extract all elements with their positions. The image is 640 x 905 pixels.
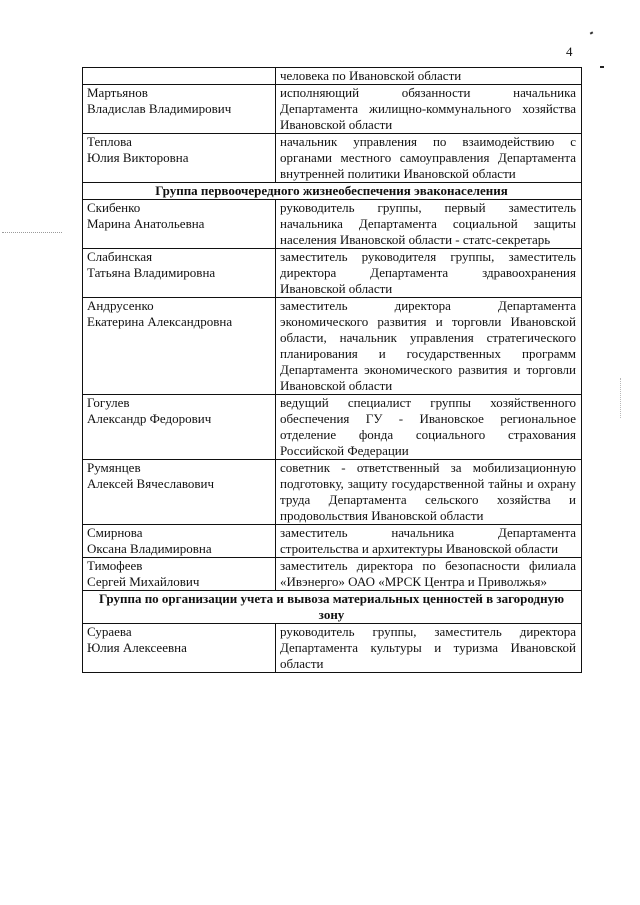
position-cell: заместитель директора по безопасности филиала «Ивэнерго» ОАО «МРСК Центра и Приволжья»	[276, 558, 582, 591]
scan-mark	[600, 66, 604, 68]
section-title: Группа первоочередного жизнеобеспечения эваконаселения	[83, 183, 582, 200]
given-names: Сергей Михайлович	[87, 574, 200, 589]
given-names: Оксана Владимировна	[87, 541, 212, 556]
given-names: Юлия Алексеевна	[87, 640, 187, 655]
given-names: Юлия Викторовна	[87, 150, 189, 165]
person-name-cell	[83, 200, 276, 249]
position-cell: начальник управления по взаимодействию с органами местного самоуправления Департамента внутренней политики Ивановской области	[276, 134, 582, 183]
surname: Гогулев	[87, 395, 130, 410]
table-row	[83, 395, 582, 460]
surname: Мартьянов	[87, 85, 148, 100]
table-row	[83, 68, 582, 85]
position-cell: заместитель начальника Департамента строительства и архитектуры Ивановской области	[276, 525, 582, 558]
table-row	[83, 298, 582, 395]
position-cell: советник - ответственный за мобилизационную подготовку, защиту государственной тайны и охрану труда Департамента сельского хозяйства и продовольствия Ивановской области	[276, 460, 582, 525]
surname: Румянцев	[87, 460, 141, 475]
table-row	[83, 624, 582, 673]
surname: Слабинская	[87, 249, 153, 264]
table-row	[83, 85, 582, 134]
section-header-row	[83, 591, 582, 624]
person-name-cell	[83, 460, 276, 525]
given-names: Владислав Владимирович	[87, 101, 232, 116]
scan-artifact	[2, 232, 62, 234]
surname: Тимофеев	[87, 558, 143, 573]
person-name-cell	[83, 298, 276, 395]
person-name-cell	[83, 624, 276, 673]
table-row	[83, 249, 582, 298]
section-header-row	[83, 183, 582, 200]
given-names: Марина Анатольевна	[87, 216, 205, 231]
surname: Теплова	[87, 134, 132, 149]
scan-artifact	[620, 378, 631, 418]
position-cell: человека по Ивановской области	[276, 68, 582, 85]
position-cell: ведущий специалист группы хозяйственного обеспечения ГУ - Ивановское региональное отделение фонда социального страхования Российской Федерации	[276, 395, 582, 460]
given-names: Александр Федорович	[87, 411, 212, 426]
table-row	[83, 525, 582, 558]
person-name-cell	[83, 395, 276, 460]
given-names: Екатерина Александровна	[87, 314, 233, 329]
personnel-table	[82, 67, 582, 673]
position-cell: руководитель группы, первый заместитель начальника Департамента социальной защиты населения Ивановской области - статс-секретарь	[276, 200, 582, 249]
position-cell: заместитель директора Департамента экономического развития и торговли Ивановской области, начальник управления стратегического планирования и государственных программ Департамента экономического развития и торговли Ивановской области	[276, 298, 582, 395]
section-title: Группа по организации учета и вывоза материальных ценностей в загородную зону	[83, 591, 582, 624]
person-name-cell	[83, 68, 276, 85]
person-name-cell	[83, 525, 276, 558]
table-row	[83, 200, 582, 249]
surname: Сураева	[87, 624, 132, 639]
person-name-cell	[83, 249, 276, 298]
surname: Скибенко	[87, 200, 141, 215]
person-name-cell	[83, 558, 276, 591]
person-name-cell	[83, 134, 276, 183]
given-names: Алексей Вячеславович	[87, 476, 215, 491]
surname: Смирнова	[87, 525, 143, 540]
position-cell: заместитель руководителя группы, заместитель директора Департамента здравоохранения Ивановской области	[276, 249, 582, 298]
position-cell: исполняющий обязанности начальника Департамента жилищно-коммунального хозяйства Ивановской области	[276, 85, 582, 134]
table-row	[83, 558, 582, 591]
scan-mark	[590, 31, 594, 34]
position-cell: руководитель группы, заместитель директора Департамента культуры и туризма Ивановской области	[276, 624, 582, 673]
table-row	[83, 460, 582, 525]
person-name-cell	[83, 85, 276, 134]
given-names: Татьяна Владимировна	[87, 265, 216, 280]
surname: Андрусенко	[87, 298, 154, 313]
table-body	[83, 68, 582, 673]
page-number: 4	[566, 44, 573, 59]
table-row	[83, 134, 582, 183]
